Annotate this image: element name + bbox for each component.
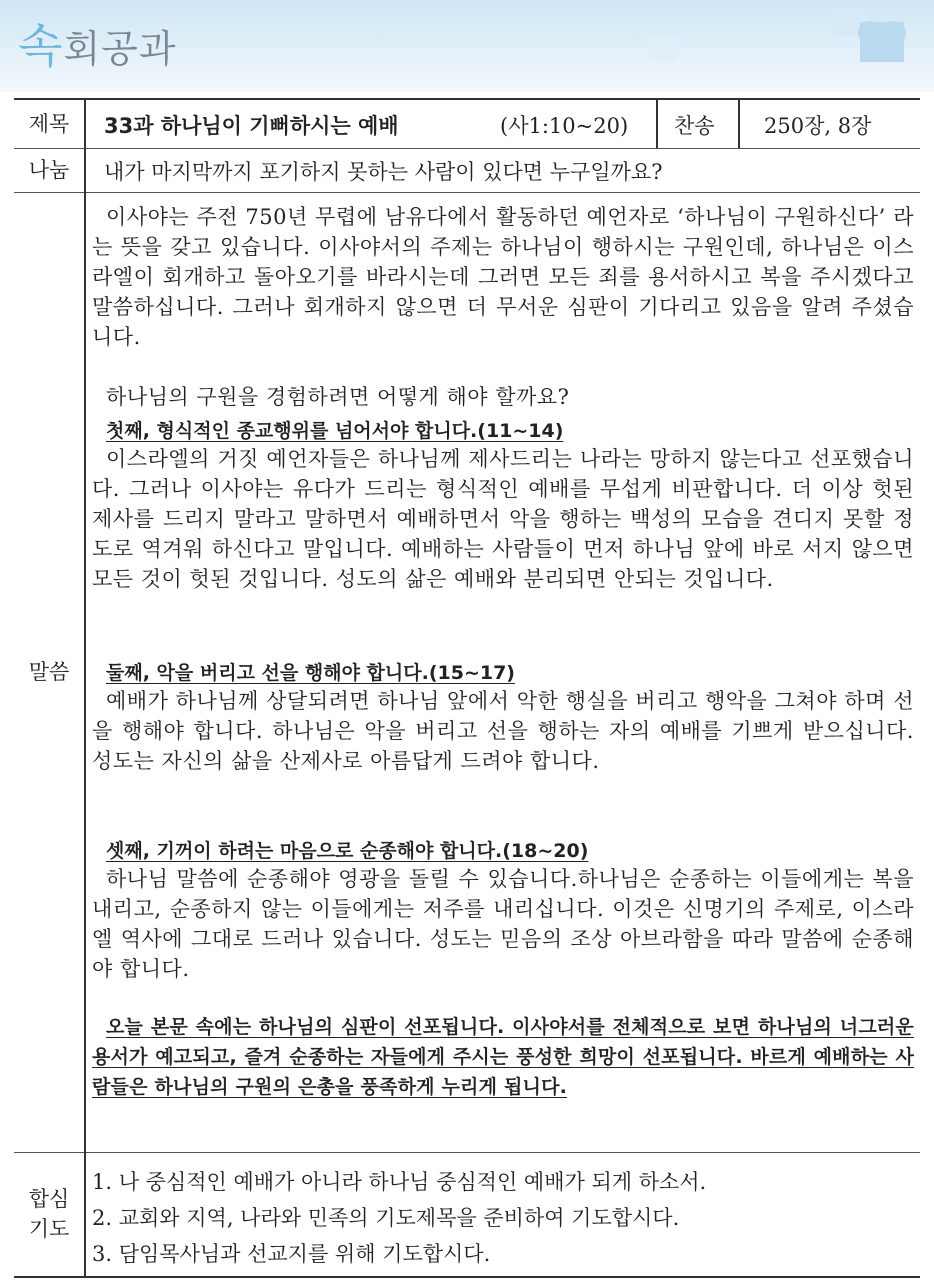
lesson-table xyxy=(14,98,920,1278)
hymn-label: 찬송 xyxy=(674,114,715,138)
conclusion-paragraph: 오늘 본문 속에는 하나님의 심판이 선포됩니다. 이사야서를 전체적으로 보면 하나님의 너그러운 용서가 예고되고, 즐겨 순종하는 자들에게 주시는 풍성한 희망이 선포됩니다. 바르게 예배하는 사람들은 하나님의 구원의 은총을 풍족하게 누리게 됩니다. xyxy=(92,1016,914,1098)
prayer-label-line2: 기도 xyxy=(28,1217,70,1241)
lesson-title: 33과 하나님이 기뻐하시는 예배 xyxy=(104,114,399,138)
hymn-value: 250장, 8장 xyxy=(764,114,872,138)
prayer-label-line1: 합심 xyxy=(28,1187,70,1211)
word-row xyxy=(14,192,920,1153)
prayer-item: 1. 나 중심적인 예배가 아니라 하나님 중심적인 예배가 되게 하소서. xyxy=(92,1170,707,1194)
share-question: 내가 마지막까지 포기하지 못하는 사람이 있다면 누구일까요? xyxy=(104,160,663,184)
brand-title xyxy=(18,10,177,76)
point2-heading: 둘째, 악을 버리고 선을 행해야 합니다.(15~17) xyxy=(106,662,515,684)
point1-paragraph: 이스라엘의 거짓 예언자들은 하나님께 제사드리는 나라는 망하지 않는다고 선포했습니다. 그러나 이사야는 유다가 드리는 형식적인 예배를 무섭게 비판합니다. 더 이상 헛된 제사를 드리지 말라고 말하면서 예배하면서 악을 행하는 백성의 모습을 견디지 못할 정도로 역겨워 하신다고 말입니다. 예배하는 사람들이 먼저 하나님 앞에 바로 서지 않으면 모든 것이 헛된 것입니다. 성도의 삶은 예배와 분리되면 안되는 것입니다. xyxy=(92,447,914,591)
prayer-label xyxy=(14,1152,86,1276)
scripture-reference: (사1:10~20) xyxy=(500,114,629,138)
prayer-content xyxy=(88,1152,920,1276)
point3-paragraph: 하나님 말씀에 순종해야 영광을 돌릴 수 있습니다.하나님은 순종하는 이들에게는 복을 내리고, 순종하지 않는 이들에게는 저주를 내리십니다. 이것은 신명기의 주제로, 이스라엘 역사에 그대로 드러나 있습니다. 성도는 믿음의 조상 아브라함을 따라 말씀에 순종해야 합니다. xyxy=(92,867,914,981)
intro-paragraph: 이사야는 주전 750년 무렵에 남유다에서 활동하던 예언자로 ‘하나님이 구원하신다’ 라는 뜻을 갖고 있습니다. 이사야서의 주제는 하나님이 행하시는 구원인데, 하나님은 이스라엘이 회개하고 돌아오기를 바라시는데 그러면 모든 죄를 용서하시고 복을 주시겠다고 말씀하십니다. 그러나 회개하지 않으면 더 무서운 심판이 기다리고 있음을 알려 주셨습니다. xyxy=(92,205,914,349)
divider xyxy=(656,100,658,148)
prayer-item: 2. 교회와 지역, 나라와 민족의 기도제목을 준비하여 기도합시다. xyxy=(92,1206,680,1230)
point3-heading: 셋째, 기꺼이 하려는 마음으로 순종해야 합니다.(18~20) xyxy=(106,840,589,862)
title-content xyxy=(88,100,920,148)
heart-decoration xyxy=(860,22,904,62)
title-label: 제목 xyxy=(14,100,86,148)
share-row xyxy=(14,148,920,193)
header-banner xyxy=(0,0,934,92)
share-label: 나눔 xyxy=(14,148,86,192)
divider xyxy=(738,100,740,148)
share-content xyxy=(88,148,920,192)
word-content xyxy=(88,192,920,1152)
brand-title-first: 속 xyxy=(18,19,64,73)
prayer-row xyxy=(14,1152,920,1276)
heart-decoration xyxy=(649,38,675,62)
question-paragraph: 하나님의 구원을 경험하려면 어떻게 해야 할까요? xyxy=(106,385,570,409)
title-row xyxy=(14,100,920,149)
brand-title-rest: 회공과 xyxy=(63,27,177,71)
point2-paragraph: 예배가 하나님께 상달되려면 하나님 앞에서 악한 행실을 버리고 행악을 그쳐야 하며 선을 행해야 합니다. 하나님은 악을 버리고 선을 행하는 자의 예배를 기쁘게 받으십니다. 성도는 자신의 삶을 산제사로 아름답게 드려야 합니다. xyxy=(92,689,914,773)
word-label: 말씀 xyxy=(14,192,86,1152)
prayer-item: 3. 담임목사님과 선교지를 위해 기도합시다. xyxy=(92,1242,491,1266)
point1-heading: 첫째, 형식적인 종교행위를 넘어서야 합니다.(11~14) xyxy=(106,420,564,442)
